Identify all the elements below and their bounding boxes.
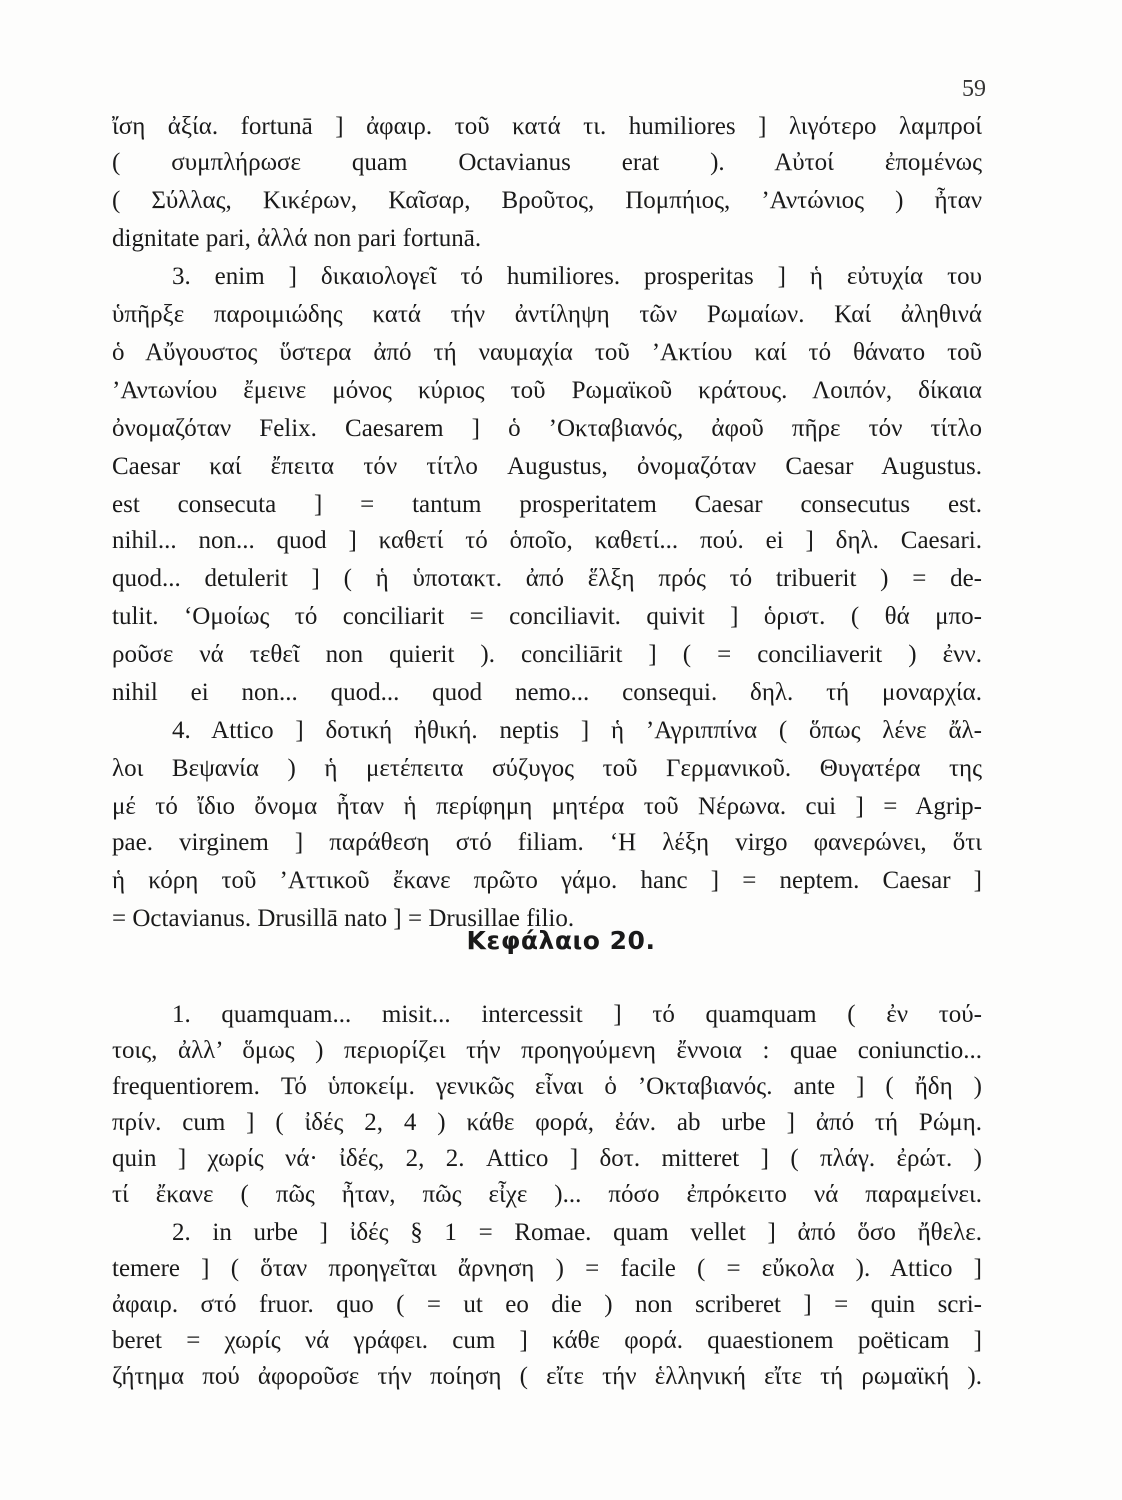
text-line: est consecuta ] = tantum prosperitatem Caesar consecutus est. [112,491,982,518]
text-line: nihil ei non... quod... quod nemo... consequi. δηλ. τή μοναρχία. [112,679,982,706]
text-line: quod... detulerit ] ( ἡ ὑποτακτ. ἀπό ἕλξη πρός τό tribuerit ) = de- [112,565,982,592]
text-line: 3. enim ] δικαιολογεῖ τό humiliores. prosperitas ] ἡ εὐτυχία του [172,263,982,290]
text-line: quin ] χωρίς νά· ἰδές, 2, 2. Attico ] δοτ. mitteret ] ( πλάγ. ἐρώτ. ) [112,1145,982,1172]
text-line: nihil... non... quod ] καθετί τό ὁποῖο, καθετί... πού. ei ] δηλ. Caesari. [112,527,982,554]
text-line: Caesar καί ἔπειτα τόν τίτλο Augustus, ὀνομαζόταν Caesar Augustus. [112,453,982,480]
text-line: = Octavianus. Drusillā nato ] = Drusillae filio. [112,905,575,932]
text-line: 1. quamquam... misit... intercessit ] τό quamquam ( ἐν τού- [172,1001,982,1028]
text-line: ἀφαιρ. στό fruor. quo ( = ut eo die ) non scriberet ] = quin scri- [112,1291,982,1318]
text-line: τοις, ἀλλ’ ὅμως ) περιορίζει τήν προηγούμενη ἔννοια : quae coniunctio... [112,1037,982,1064]
text-line: 2. in urbe ] ἰδές § 1 = Romae. quam vellet ] ἀπό ὅσο ἤθελε. [172,1219,982,1246]
text-line: ἡ κόρη τοῦ ’Αττικοῦ ἔκανε πρῶτο γάμο. hanc ] = neptem. Caesar ] [112,867,982,894]
text-line: λοι Βεψανία ) ἡ μετέπειτα σύζυγος τοῦ Γερμανικοῦ. Θυγατέρα της [112,755,982,782]
text-line: 4. Attico ] δοτική ἠθική. neptis ] ἡ ’Αγριππίνα ( ὅπως λένε ἄλ- [172,717,982,744]
text-line: μέ τό ἴδιο ὄνομα ἦταν ἡ περίφημη μητέρα τοῦ Νέρωνα. cui ] = Agrip- [112,793,982,820]
text-line: πρίν. cum ] ( ἰδές 2, 4 ) κάθε φορά, ἐάν. ab urbe ] ἀπό τή Ρώμη. [112,1109,982,1136]
text-line: ὀνομαζόταν Felix. Caesarem ] ὁ ’Οκταβιανός, ἀφοῦ πῆρε τόν τίτλο [112,415,982,442]
text-line: ἴση ἀξία. fortunā ] ἀφαιρ. τοῦ κατά τι. humiliores ] λιγότερο λαμπροί [112,113,982,140]
chapter-heading: Κεφάλαιο 20. [466,926,656,955]
text-line: τί ἔκανε ( πῶς ἦταν, πῶς εἶχε )... πόσο ἐπρόκειτο νά παραμείνει. [112,1181,982,1208]
text-line: ( Σύλλας, Κικέρων, Καῖσαρ, Βροῦτος, Πομπήιος, ’Αντώνιος ) ἦταν [112,187,982,214]
text-line: dignitate pari, ἀλλά non pari fortunā. [112,225,482,252]
text-line: beret = χωρίς νά γράφει. cum ] κάθε φορά. quaestionem poëticam ] [112,1327,982,1354]
text-line: ’Αντωνίου ἔμεινε μόνος κύριος τοῦ Ρωμαϊκοῦ κράτους. Λοιπόν, δίκαια [112,377,982,404]
text-line: ( συμπλήρωσε quam Octavianus erat ). Αὐτοί ἐπομένως [112,149,982,176]
text-line: ὑπῆρξε παροιμιώδης κατά τήν ἀντίληψη τῶν Ρωμαίων. Καί ἀληθινά [112,301,982,328]
text-line: ζήτημα πού ἀφοροῦσε τήν ποίηση ( εἴτε τήν ἑλληνική εἴτε τή ρωμαϊκή ). [112,1363,982,1390]
text-line: ὁ Αὔγουστος ὕστερα ἀπό τή ναυμαχία τοῦ ’Ακτίου καί τό θάνατο τοῦ [112,339,982,366]
text-line: tulit. ‘Ομοίως τό conciliarit = conciliavit. quivit ] ὁριστ. ( θά μπο- [112,603,982,630]
text-line: frequentiorem. Τό ὑποκείμ. γενικῶς εἶναι ὁ ’Οκταβιανός. ante ] ( ἤδη ) [112,1073,982,1100]
text-line: temere ] ( ὅταν προηγεῖται ἄρνηση ) = facile ( = εὔκολα ). Attico ] [112,1255,982,1282]
text-line: pae. virginem ] παράθεση στό filiam. ‘Η λέξη virgo φανερώνει, ὅτι [112,829,982,856]
page-number: 59 [962,76,986,102]
text-line: ροῦσε νά τεθεῖ non quierit ). conciliārit ] ( = conciliaverit ) ἐνν. [112,641,982,668]
